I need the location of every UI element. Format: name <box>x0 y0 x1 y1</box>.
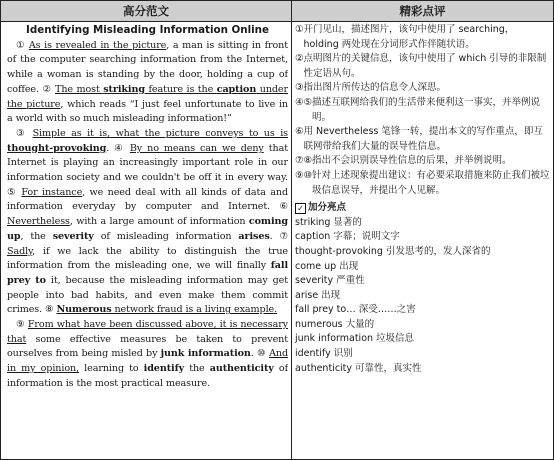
essay-text-segment: , we need deal with all kinds of data and information everyday by computer and Internet. ⑥ <box>7 186 288 213</box>
essay-text-segment: , the <box>20 230 53 242</box>
essay-text-segment: Sadly <box>7 245 33 257</box>
essay-text-segment: thought-provoking <box>7 142 107 154</box>
essay-text-segment: feature is the <box>144 83 217 95</box>
essay-text-segment: Nevertheless <box>7 216 70 228</box>
comment-text: 开门见山，描述图片，该句中使用了 searching， holding 两处现在分词形式作伴随状语。 <box>303 24 515 50</box>
essay-text-segment: striking <box>103 83 145 95</box>
comment-text: 描述互联网给我们的生活带来便利这一事实，并举例说明。 <box>312 96 541 123</box>
vocab-item: numerous 大量的 <box>295 318 375 330</box>
comment-number: ① <box>295 24 304 35</box>
vocab-item: identify 识别 <box>295 348 353 360</box>
vocab-item: striking 显著的 <box>295 216 362 228</box>
essay-text-segment: , which reads “I just feel unfortunate to live in a world with so much misleading information!” <box>7 98 288 125</box>
comment-item <box>295 96 551 125</box>
essay-paragraph-1 <box>7 39 288 127</box>
essay-text-segment: , if we lack the ability to distinguish the true information from the misleading one, we will finally <box>7 245 288 272</box>
vocab-item: severity 严重性 <box>295 275 365 287</box>
essay-text-segment: , a man is sitting in front of the computer searching information from the Internet, while a woman is standing by the door, holding a cup of coffee. ② <box>7 39 288 95</box>
header-commentary: 精彩点评 <box>292 1 553 22</box>
essay-paragraph-2 <box>7 127 288 318</box>
commentary-column <box>295 23 551 457</box>
essay-text-segment: ⑨ <box>16 319 28 331</box>
comment-text: 点明图片的关键信息，该句中使用了 which 引导的非限制性定语从句。 <box>303 53 547 79</box>
essay-title: Identifying Misleading Information Online <box>26 24 269 36</box>
comment-item <box>295 154 551 169</box>
essay-text-segment: learning to <box>79 363 144 375</box>
essay-text-segment: The most <box>55 83 104 95</box>
essay-text-segment: From what have been discussed above, it is necessary that <box>7 319 288 345</box>
comment-item <box>295 52 551 81</box>
comment-text: 指出图片所传达的信息令人深思。 <box>303 82 447 94</box>
comment-text: 用 Nevertheless 笔锋一转，提出本文的写作重点，即互联网带给我们大量的误导性信息。 <box>303 126 543 152</box>
comment-number: ⑦⑧ <box>295 155 313 167</box>
essay-text-segment: of misleading information <box>93 230 239 242</box>
vocab-item: come up 出现 <box>295 260 359 272</box>
vocab-item: authenticity 可靠性，真实性 <box>295 362 422 374</box>
column-divider <box>291 21 292 459</box>
essay-column <box>7 23 288 457</box>
comment-number: ② <box>295 53 304 65</box>
comment-number: ⑨⑩ <box>295 169 313 181</box>
checkbox-icon: ✓ <box>295 203 306 214</box>
comment-item <box>295 125 551 154</box>
essay-text-segment: some effective measures be taken to prevent ourselves from being misled by <box>7 333 288 360</box>
essay-text-segment: For instance <box>21 186 83 198</box>
essay-text-segment: . ⑦ <box>269 230 288 242</box>
comment-item <box>295 81 551 96</box>
essay-text-segment: it, because the misleading information may get people into bad habits, and even make them commit crimes. ⑧ <box>7 274 288 316</box>
essay-text-segment: Simple as it is, what the picture conveys to us is <box>32 127 288 139</box>
comment-item <box>295 23 551 52</box>
essay-text-segment: And in my opinion, <box>7 348 288 375</box>
essay-text-segment: By no means can we deny <box>129 142 264 154</box>
vocab-item: arise 出现 <box>295 289 341 301</box>
comment-number: ④⑤ <box>295 96 313 108</box>
vocab-item: fall prey to… 深受……之害 <box>295 304 416 316</box>
comment-text: 指出不会识别误导性信息的后果，并举例说明。 <box>312 155 512 167</box>
essay-text-segment: coming up <box>7 216 288 242</box>
comment-item <box>295 169 551 198</box>
essay-text-segment: arises <box>238 230 270 242</box>
vocab-item: junk information 垃圾信息 <box>295 333 415 345</box>
essay-text-segment: severity <box>52 230 94 242</box>
vocabulary-list <box>295 216 551 377</box>
essay-text-segment: fall prey to <box>7 260 288 286</box>
essay-text-segment: caption <box>216 83 257 95</box>
essay-text-segment: junk information <box>160 348 251 360</box>
comment-text: 针对上述现象提出建议：有必要采取措施来防止我们被垃圾信息误导，并提出个人见解。 <box>312 169 550 196</box>
vocab-item: thought-provoking 引发思考的，发人深省的 <box>295 245 491 257</box>
comment-number: ⑥ <box>295 126 304 138</box>
vocab-item: caption 字幕；说明文字 <box>295 231 400 243</box>
essay-text-segment: network fraud is a living example. <box>111 304 278 316</box>
essay-text-segment: the <box>184 363 210 375</box>
highlights-title: 加分亮点 <box>308 202 347 214</box>
essay-text-segment: that Internet is playing an increasingly important role in our information society and we couldn't be off it in every way. ⑤ <box>7 142 288 198</box>
essay-text-segment: , with a large amount of information <box>69 216 249 228</box>
highlights-heading <box>295 201 551 216</box>
essay-text-segment: . ④ <box>106 142 130 154</box>
essay-text-segment: of information is the most practical measure. <box>7 363 288 389</box>
essay-text-segment: . ⑩ <box>250 348 270 360</box>
essay-text-segment: authenticity <box>209 363 274 375</box>
comment-number: ③ <box>295 82 304 94</box>
essay-text-segment: As is revealed in the picture <box>28 39 167 51</box>
essay-text-segment: ③ <box>16 127 33 139</box>
essay-paragraph-3 <box>7 318 288 392</box>
essay-text-segment: identify <box>143 363 185 375</box>
essay-text-segment: Numerous <box>56 304 112 316</box>
essay-text-segment: under the picture <box>7 83 288 110</box>
comment-list <box>295 23 551 198</box>
header-model-essay: 高分范文 <box>1 1 292 22</box>
essay-text-segment: ① <box>16 39 29 51</box>
